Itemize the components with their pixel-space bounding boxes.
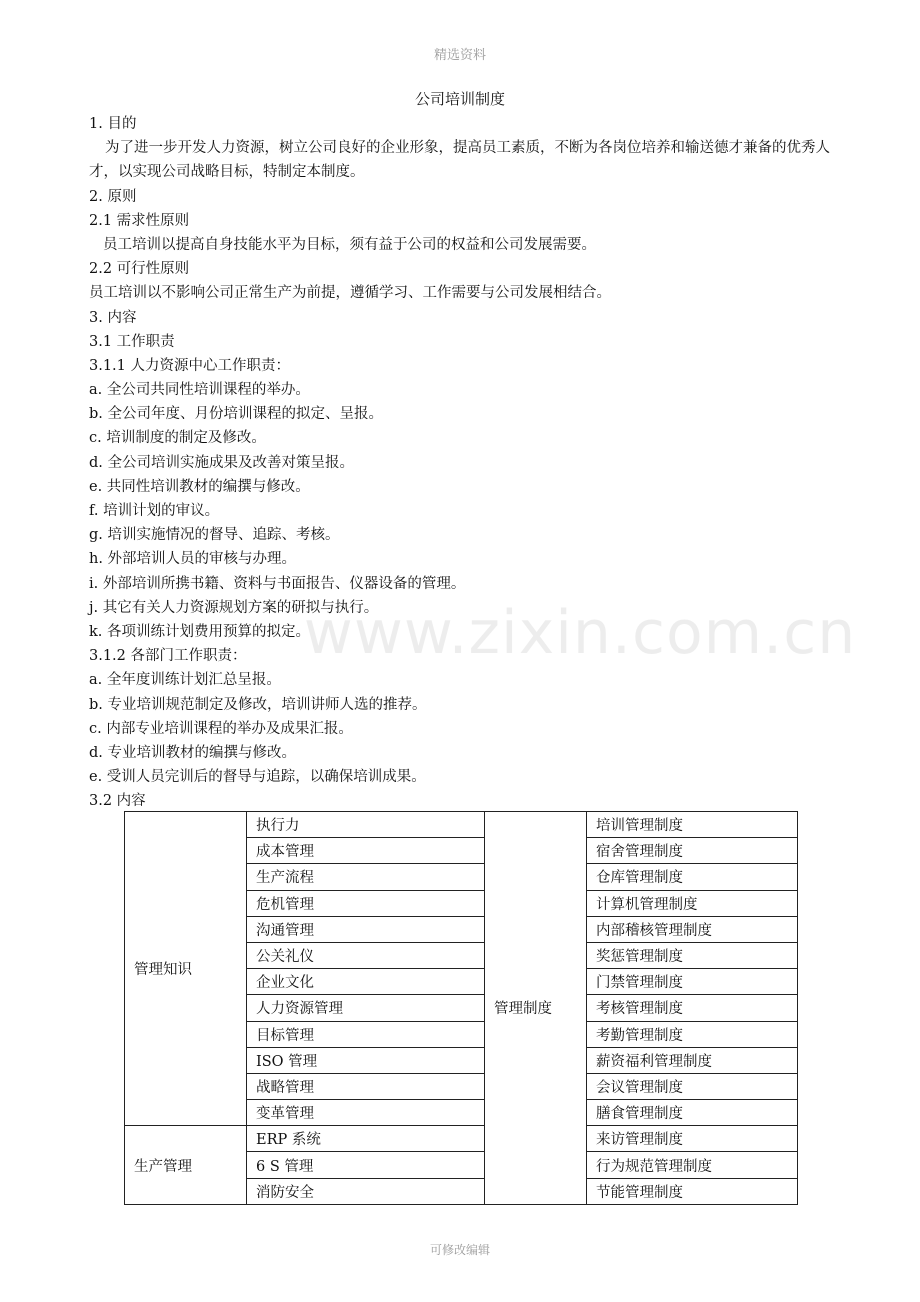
section-heading: 2. 原则 <box>89 188 137 205</box>
topic-cell: 变革管理 <box>247 1100 485 1126</box>
table-row <box>125 812 798 838</box>
list-item: k. 各项训练计划费用预算的拟定。 <box>89 623 311 640</box>
topic-cell: 战略管理 <box>247 1073 485 1099</box>
topic-cell: 企业文化 <box>247 969 485 995</box>
list-item: e. 共同性培训教材的编撰与修改。 <box>89 478 310 495</box>
policy-cell: 节能管理制度 <box>587 1178 798 1204</box>
category-cell: 管理制度 <box>485 812 587 1205</box>
watermark: www.zixin.com.cn <box>303 598 857 668</box>
policy-cell: 薪资福利管理制度 <box>587 1047 798 1073</box>
category-cell: 管理知识 <box>125 812 247 1126</box>
topic-cell: 危机管理 <box>247 890 485 916</box>
paragraph: 为了进一步开发人力资源，树立公司良好的企业形象，提高员工素质，不断为各岗位培养和输送德才兼备的优秀人才，以实现公司战略目标，特制定本制度。 <box>89 140 830 181</box>
policy-cell: 膳食管理制度 <box>587 1100 798 1126</box>
paragraph: 员工培训以提高自身技能水平为目标，须有益于公司的权益和公司发展需要。 <box>103 236 596 253</box>
topic-cell: 沟通管理 <box>247 916 485 942</box>
topic-cell: ERP 系统 <box>247 1126 485 1152</box>
subsection-heading: 2.2 可行性原则 <box>89 261 190 278</box>
header-mark: 精选资料 <box>433 48 486 63</box>
policy-cell: 内部稽核管理制度 <box>587 916 798 942</box>
list-item: g. 培训实施情况的督导、追踪、考核。 <box>89 527 340 544</box>
subsection-heading: 2.1 需求性原则 <box>89 212 190 229</box>
list-item: c. 培训制度的制定及修改。 <box>89 430 266 447</box>
section-heading: 1. 目的 <box>89 116 137 132</box>
topic-cell: 6 S 管理 <box>247 1152 485 1178</box>
list-item: b. 全公司年度、月份培训课程的拟定、呈报。 <box>89 406 383 423</box>
list-item: i. 外部培训所携书籍、资料与书面报告、仪器设备的管理。 <box>89 575 466 592</box>
content-table <box>124 811 798 1205</box>
policy-cell: 行为规范管理制度 <box>587 1152 798 1178</box>
policy-cell: 门禁管理制度 <box>587 969 798 995</box>
category-cell: 生产管理 <box>125 1126 247 1205</box>
policy-cell: 考核管理制度 <box>587 995 798 1021</box>
policy-cell: 奖惩管理制度 <box>587 942 798 968</box>
subsection-heading: 3.2 内容 <box>89 793 146 810</box>
topic-cell: 目标管理 <box>247 1021 485 1047</box>
list-item: d. 专业培训教材的编撰与修改。 <box>89 744 296 761</box>
footer-mark: 可修改编辑 <box>429 1243 490 1257</box>
list-item: d. 全公司培训实施成果及改善对策呈报。 <box>89 454 354 471</box>
policy-cell: 会议管理制度 <box>587 1073 798 1099</box>
policy-cell: 仓库管理制度 <box>587 864 798 890</box>
list-item: e. 受训人员完训后的督导与追踪，以确保培训成果。 <box>89 769 426 786</box>
paragraph: 员工培训以不影响公司正常生产为前提，遵循学习、工作需要与公司发展相结合。 <box>89 285 611 302</box>
policy-cell: 计算机管理制度 <box>587 890 798 916</box>
topic-cell: 人力资源管理 <box>247 995 485 1021</box>
list-item: j. 其它有关人力资源规划方案的研拟与执行。 <box>89 599 379 616</box>
topic-cell: 公关礼仪 <box>247 942 485 968</box>
policy-cell: 宿舍管理制度 <box>587 838 798 864</box>
subsection-heading: 3.1 工作职责 <box>89 333 175 350</box>
table-row <box>125 1126 798 1152</box>
policy-cell: 考勤管理制度 <box>587 1021 798 1047</box>
list-item: a. 全年度训练计划汇总呈报。 <box>89 672 281 689</box>
list-item: c. 内部专业培训课程的举办及成果汇报。 <box>89 720 353 737</box>
topic-cell: 执行力 <box>247 812 485 838</box>
subsection-heading: 3.1.1 人力资源中心工作职责： <box>89 357 291 374</box>
topic-cell: 消防安全 <box>247 1178 485 1204</box>
subsection-heading: 3.1.2 各部门工作职责： <box>89 648 247 665</box>
list-item: f. 培训计划的审议。 <box>89 503 220 520</box>
list-item: b. 专业培训规范制定及修改，培训讲师人选的推荐。 <box>89 696 427 713</box>
document-title: 公司培训制度 <box>414 90 505 108</box>
topic-cell: ISO 管理 <box>247 1047 485 1073</box>
list-item: a. 全公司共同性培训课程的举办。 <box>89 382 310 399</box>
section-heading: 3. 内容 <box>89 309 137 326</box>
topic-cell: 成本管理 <box>247 838 485 864</box>
list-item: h. 外部培训人员的审核与办理。 <box>89 551 297 568</box>
policy-cell: 培训管理制度 <box>587 812 798 838</box>
document-body <box>89 112 839 813</box>
topic-cell: 生产流程 <box>247 864 485 890</box>
policy-cell: 来访管理制度 <box>587 1126 798 1152</box>
